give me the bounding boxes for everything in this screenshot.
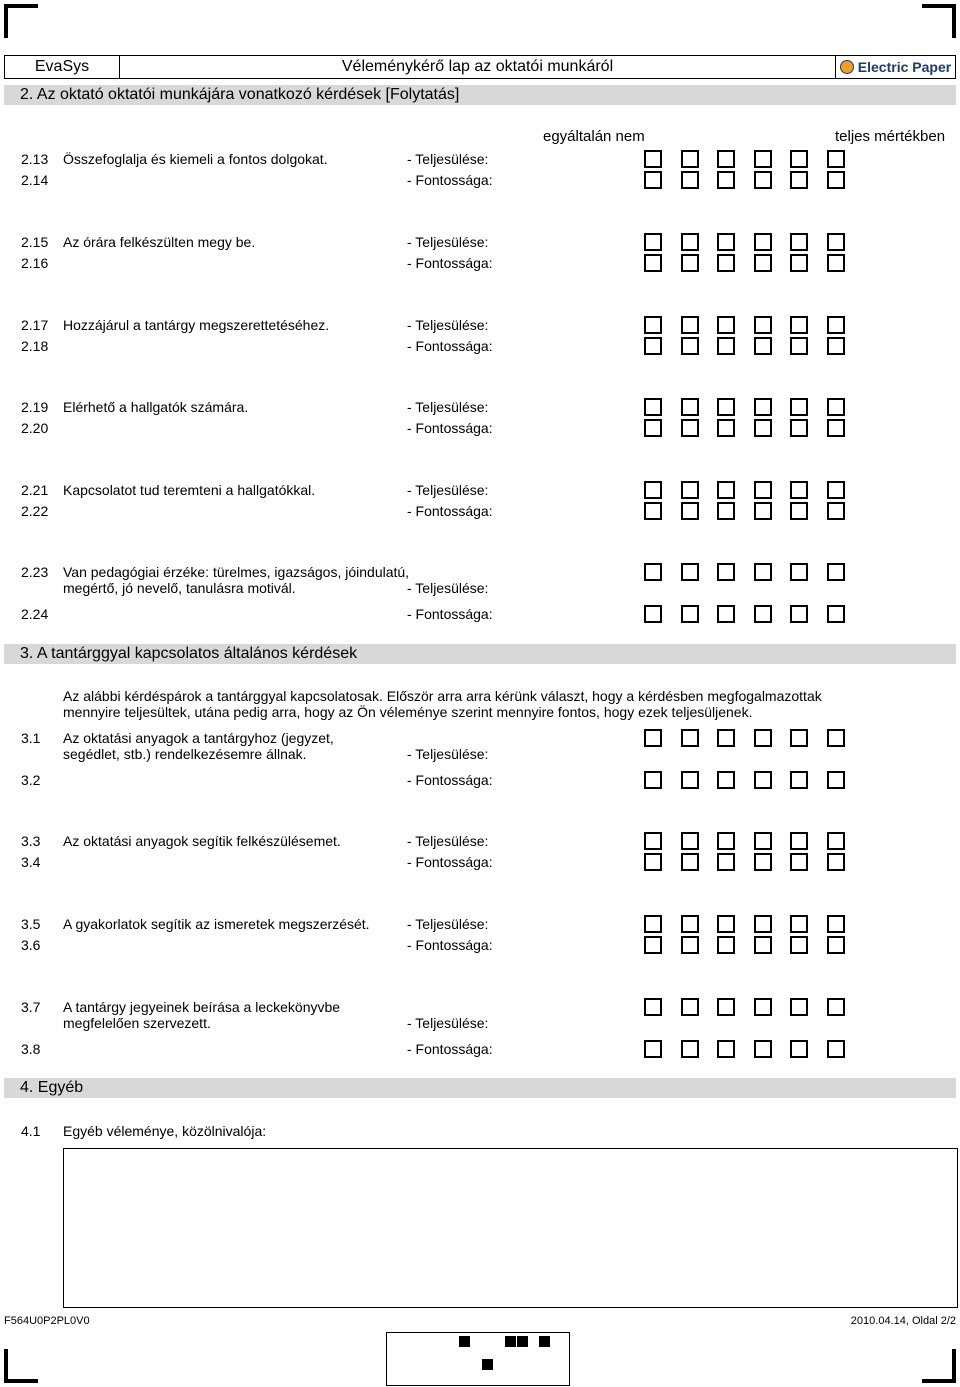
question-number: 2.20 xyxy=(21,420,49,436)
teljesulese-3.5-option-5-checkbox[interactable] xyxy=(790,915,808,933)
teljesulese-3.7-option-4-checkbox[interactable] xyxy=(754,998,772,1016)
fontossaga-3.8-option-4-checkbox[interactable] xyxy=(754,1040,772,1058)
teljesulese-label: - Teljesülése: xyxy=(407,580,489,596)
question-number: 2.16 xyxy=(21,255,49,271)
question-text: A tantárgy jegyeinek beírása a leckekönyvbe xyxy=(63,999,341,1015)
fontossaga-3.2-option-1-checkbox[interactable] xyxy=(644,771,662,789)
fontossaga-3.8-option-1-checkbox[interactable] xyxy=(644,1040,662,1058)
question-number: 2.17 xyxy=(21,317,49,333)
teljesulese-2.23-option-4-checkbox[interactable] xyxy=(754,563,772,581)
question-number: 3.1 xyxy=(21,730,41,746)
fontossaga-2.20-option-2-checkbox[interactable] xyxy=(681,419,699,437)
teljesulese-label: - Teljesülése: xyxy=(407,151,489,167)
fontossaga-3.8-option-5-checkbox[interactable] xyxy=(790,1040,808,1058)
teljesulese-2.13-option-6-checkbox[interactable] xyxy=(827,150,845,168)
question-number: 4.1 xyxy=(21,1123,41,1139)
teljesulese-2.21-option-6-checkbox[interactable] xyxy=(827,481,845,499)
scale-high-label: teljes mértékben xyxy=(835,128,946,145)
teljesulese-3.3-option-5-checkbox[interactable] xyxy=(790,832,808,850)
fontossaga-label: - Fontossága: xyxy=(407,172,493,188)
fontossaga-2.24-option-3-checkbox[interactable] xyxy=(717,605,735,623)
teljesulese-3.1-option-5-checkbox[interactable] xyxy=(790,729,808,747)
teljesulese-2.13-option-5-checkbox[interactable] xyxy=(790,150,808,168)
teljesulese-3.5-option-1-checkbox[interactable] xyxy=(644,915,662,933)
fontossaga-3.6-option-2-checkbox[interactable] xyxy=(681,936,699,954)
fontossaga-2.22-option-2-checkbox[interactable] xyxy=(681,502,699,520)
teljesulese-3.1-option-1-checkbox[interactable] xyxy=(644,729,662,747)
teljesulese-2.13-option-1-checkbox[interactable] xyxy=(644,150,662,168)
header-brand xyxy=(836,55,956,79)
fontossaga-2.24-option-1-checkbox[interactable] xyxy=(644,605,662,623)
teljesulese-label: - Teljesülése: xyxy=(407,746,489,762)
fontossaga-2.22-option-4-checkbox[interactable] xyxy=(754,502,772,520)
teljesulese-2.19-option-1-checkbox[interactable] xyxy=(644,398,662,416)
question-text: Egyéb véleménye, közölnivalója: xyxy=(63,1123,267,1139)
teljesulese-3.5-option-4-checkbox[interactable] xyxy=(754,915,772,933)
question-text-line-2: segédlet, stb.) rendelkezésemre állnak. xyxy=(63,746,307,762)
teljesulese-2.23-option-3-checkbox[interactable] xyxy=(717,563,735,581)
fontossaga-3.6-option-3-checkbox[interactable] xyxy=(717,936,735,954)
fontossaga-2.16-option-2-checkbox[interactable] xyxy=(681,254,699,272)
fontossaga-2.18-option-4-checkbox[interactable] xyxy=(754,337,772,355)
question-text: Az oktatási anyagok segítik felkészülésemet. xyxy=(63,833,341,849)
section-2-title: 2. Az oktató oktatói munkájára vonatkozó kérdések [Folytatás] xyxy=(4,85,956,105)
fontossaga-2.14-option-3-checkbox[interactable] xyxy=(717,171,735,189)
teljesulese-2.13-option-3-checkbox[interactable] xyxy=(717,150,735,168)
teljesulese-2.13-option-2-checkbox[interactable] xyxy=(681,150,699,168)
teljesulese-label: - Teljesülése: xyxy=(407,234,489,250)
fontossaga-2.16-option-5-checkbox[interactable] xyxy=(790,254,808,272)
teljesulese-3.3-option-2-checkbox[interactable] xyxy=(681,832,699,850)
fontossaga-2.24-option-4-checkbox[interactable] xyxy=(754,605,772,623)
question-number: 2.15 xyxy=(21,234,49,250)
teljesulese-2.19-option-6-checkbox[interactable] xyxy=(827,398,845,416)
fontossaga-2.18-option-5-checkbox[interactable] xyxy=(790,337,808,355)
teljesulese-3.1-option-2-checkbox[interactable] xyxy=(681,729,699,747)
fontossaga-2.22-option-6-checkbox[interactable] xyxy=(827,502,845,520)
fontossaga-3.4-option-5-checkbox[interactable] xyxy=(790,853,808,871)
section-3-title: 3. A tantárggyal kapcsolatos általános kérdések xyxy=(4,644,956,664)
teljesulese-3.5-option-3-checkbox[interactable] xyxy=(717,915,735,933)
question-number: 3.6 xyxy=(21,937,41,953)
question-text: Összefoglalja és kiemeli a fontos dolgokat. xyxy=(63,151,328,167)
teljesulese-3.1-option-6-checkbox[interactable] xyxy=(827,729,845,747)
teljesulese-label: - Teljesülése: xyxy=(407,1015,489,1031)
teljesulese-2.15-option-4-checkbox[interactable] xyxy=(754,233,772,251)
question-number: 2.19 xyxy=(21,399,49,415)
question-number: 2.24 xyxy=(21,606,49,622)
fontossaga-2.14-option-6-checkbox[interactable] xyxy=(827,171,845,189)
fontossaga-2.14-option-4-checkbox[interactable] xyxy=(754,171,772,189)
footer-date-page: 2010.04.14, Oldal 2/2 xyxy=(850,1315,956,1327)
fontossaga-2.22-option-1-checkbox[interactable] xyxy=(644,502,662,520)
teljesulese-2.17-option-4-checkbox[interactable] xyxy=(754,316,772,334)
footer-form-code: F564U0P2PL0V0 xyxy=(4,1315,90,1327)
fontossaga-2.18-option-3-checkbox[interactable] xyxy=(717,337,735,355)
fontossaga-3.4-option-4-checkbox[interactable] xyxy=(754,853,772,871)
fontossaga-3.8-option-6-checkbox[interactable] xyxy=(827,1040,845,1058)
question-text: Az órára felkészülten megy be. xyxy=(63,234,256,250)
question-text: Elérhető a hallgatók számára. xyxy=(63,399,249,415)
electric-paper-logo-icon xyxy=(840,60,854,74)
teljesulese-3.7-option-1-checkbox[interactable] xyxy=(644,998,662,1016)
question-text-line-2: megértő, jó nevelő, tanulásra motivál. xyxy=(63,580,296,596)
teljesulese-2.21-option-5-checkbox[interactable] xyxy=(790,481,808,499)
teljesulese-2.17-option-2-checkbox[interactable] xyxy=(681,316,699,334)
fontossaga-2.18-option-2-checkbox[interactable] xyxy=(681,337,699,355)
teljesulese-3.7-option-3-checkbox[interactable] xyxy=(717,998,735,1016)
fontossaga-2.20-option-5-checkbox[interactable] xyxy=(790,419,808,437)
teljesulese-2.23-option-2-checkbox[interactable] xyxy=(681,563,699,581)
corner-mark-bottom-left xyxy=(4,1349,38,1383)
teljesulese-2.17-option-1-checkbox[interactable] xyxy=(644,316,662,334)
fontossaga-label: - Fontossága: xyxy=(407,1041,493,1057)
fontossaga-label: - Fontossága: xyxy=(407,420,493,436)
fontossaga-label: - Fontossága: xyxy=(407,772,493,788)
fontossaga-2.20-option-1-checkbox[interactable] xyxy=(644,419,662,437)
fontossaga-3.4-option-6-checkbox[interactable] xyxy=(827,853,845,871)
question-number: 2.18 xyxy=(21,338,49,354)
fontossaga-2.16-option-3-checkbox[interactable] xyxy=(717,254,735,272)
fontossaga-2.24-option-5-checkbox[interactable] xyxy=(790,605,808,623)
teljesulese-2.19-option-5-checkbox[interactable] xyxy=(790,398,808,416)
teljesulese-2.21-option-1-checkbox[interactable] xyxy=(644,481,662,499)
teljesulese-2.23-option-5-checkbox[interactable] xyxy=(790,563,808,581)
question-number: 3.4 xyxy=(21,854,41,870)
fontossaga-3.6-option-6-checkbox[interactable] xyxy=(827,936,845,954)
teljesulese-3.3-option-3-checkbox[interactable] xyxy=(717,832,735,850)
fontossaga-2.16-option-1-checkbox[interactable] xyxy=(644,254,662,272)
teljesulese-2.19-option-4-checkbox[interactable] xyxy=(754,398,772,416)
teljesulese-3.7-option-2-checkbox[interactable] xyxy=(681,998,699,1016)
fontossaga-3.8-option-3-checkbox[interactable] xyxy=(717,1040,735,1058)
fontossaga-3.6-option-1-checkbox[interactable] xyxy=(644,936,662,954)
fontossaga-2.14-option-2-checkbox[interactable] xyxy=(681,171,699,189)
scan-code-box xyxy=(386,1332,570,1386)
teljesulese-label: - Teljesülése: xyxy=(407,833,489,849)
question-text: Van pedagógiai érzéke: türelmes, igazságos, jóindulatú, xyxy=(63,564,410,580)
question-number: 2.21 xyxy=(21,482,49,498)
fontossaga-3.2-option-2-checkbox[interactable] xyxy=(681,771,699,789)
teljesulese-2.23-option-6-checkbox[interactable] xyxy=(827,563,845,581)
fontossaga-2.20-option-3-checkbox[interactable] xyxy=(717,419,735,437)
question-number: 3.8 xyxy=(21,1041,41,1057)
teljesulese-2.23-option-1-checkbox[interactable] xyxy=(644,563,662,581)
fontossaga-3.2-option-5-checkbox[interactable] xyxy=(790,771,808,789)
comment-textarea[interactable] xyxy=(63,1148,958,1308)
teljesulese-2.19-option-2-checkbox[interactable] xyxy=(681,398,699,416)
fontossaga-3.2-option-6-checkbox[interactable] xyxy=(827,771,845,789)
scale-low-label: egyáltalán nem xyxy=(543,128,645,145)
teljesulese-3.5-option-2-checkbox[interactable] xyxy=(681,915,699,933)
question-text: A gyakorlatok segítik az ismeretek megszerzését. xyxy=(63,916,370,932)
fontossaga-2.18-option-6-checkbox[interactable] xyxy=(827,337,845,355)
fontossaga-label: - Fontossága: xyxy=(407,255,493,271)
teljesulese-label: - Teljesülése: xyxy=(407,482,489,498)
teljesulese-3.7-option-6-checkbox[interactable] xyxy=(827,998,845,1016)
header-app-name: EvaSys xyxy=(4,55,120,79)
section-4-title: 4. Egyéb xyxy=(4,1078,956,1098)
teljesulese-2.15-option-2-checkbox[interactable] xyxy=(681,233,699,251)
fontossaga-label: - Fontossága: xyxy=(407,503,493,519)
question-number: 3.3 xyxy=(21,833,41,849)
corner-mark-top-left xyxy=(4,4,38,38)
fontossaga-2.20-option-6-checkbox[interactable] xyxy=(827,419,845,437)
question-number: 3.7 xyxy=(21,999,41,1015)
header-title: Véleménykérő lap az oktatói munkáról xyxy=(120,55,836,79)
section-3-intro-line-1: Az alábbi kérdéspárok a tantárggyal kapcsolatosak. Először arra arra kérünk választ, hogy a kérdésben megfogalmazottak xyxy=(63,688,822,704)
fontossaga-label: - Fontossága: xyxy=(407,606,493,622)
fontossaga-2.20-option-4-checkbox[interactable] xyxy=(754,419,772,437)
teljesulese-2.15-option-1-checkbox[interactable] xyxy=(644,233,662,251)
teljesulese-label: - Teljesülése: xyxy=(407,916,489,932)
teljesulese-2.21-option-4-checkbox[interactable] xyxy=(754,481,772,499)
fontossaga-2.16-option-6-checkbox[interactable] xyxy=(827,254,845,272)
teljesulese-2.17-option-6-checkbox[interactable] xyxy=(827,316,845,334)
question-number: 2.13 xyxy=(21,151,49,167)
question-text: Hozzájárul a tantárgy megszerettetéséhez. xyxy=(63,317,330,333)
teljesulese-2.21-option-3-checkbox[interactable] xyxy=(717,481,735,499)
fontossaga-3.6-option-5-checkbox[interactable] xyxy=(790,936,808,954)
teljesulese-3.3-option-4-checkbox[interactable] xyxy=(754,832,772,850)
question-number: 2.14 xyxy=(21,172,49,188)
teljesulese-3.7-option-5-checkbox[interactable] xyxy=(790,998,808,1016)
fontossaga-3.8-option-2-checkbox[interactable] xyxy=(681,1040,699,1058)
question-text: Kapcsolatot tud teremteni a hallgatókkal. xyxy=(63,482,316,498)
question-number: 3.2 xyxy=(21,772,41,788)
teljesulese-2.13-option-4-checkbox[interactable] xyxy=(754,150,772,168)
teljesulese-3.3-option-6-checkbox[interactable] xyxy=(827,832,845,850)
fontossaga-2.18-option-1-checkbox[interactable] xyxy=(644,337,662,355)
teljesulese-2.21-option-2-checkbox[interactable] xyxy=(681,481,699,499)
teljesulese-2.15-option-5-checkbox[interactable] xyxy=(790,233,808,251)
fontossaga-3.4-option-1-checkbox[interactable] xyxy=(644,853,662,871)
fontossaga-3.4-option-3-checkbox[interactable] xyxy=(717,853,735,871)
teljesulese-2.17-option-5-checkbox[interactable] xyxy=(790,316,808,334)
fontossaga-2.24-option-6-checkbox[interactable] xyxy=(827,605,845,623)
fontossaga-2.22-option-3-checkbox[interactable] xyxy=(717,502,735,520)
teljesulese-label: - Teljesülése: xyxy=(407,317,489,333)
teljesulese-label: - Teljesülése: xyxy=(407,399,489,415)
fontossaga-3.2-option-3-checkbox[interactable] xyxy=(717,771,735,789)
fontossaga-2.14-option-5-checkbox[interactable] xyxy=(790,171,808,189)
teljesulese-2.15-option-6-checkbox[interactable] xyxy=(827,233,845,251)
fontossaga-2.16-option-4-checkbox[interactable] xyxy=(754,254,772,272)
question-text-line-2: megfelelően szervezett. xyxy=(63,1015,211,1031)
teljesulese-3.1-option-4-checkbox[interactable] xyxy=(754,729,772,747)
fontossaga-3.6-option-4-checkbox[interactable] xyxy=(754,936,772,954)
teljesulese-3.5-option-6-checkbox[interactable] xyxy=(827,915,845,933)
question-text: Az oktatási anyagok a tantárgyhoz (jegyzet, xyxy=(63,730,334,746)
section-3-intro-line-2: mennyire teljesültek, utána pedig arra, hogy az Ön véleménye szerint mennyire fontos, hogy ezek teljesüljenek. xyxy=(63,704,753,720)
teljesulese-3.1-option-3-checkbox[interactable] xyxy=(717,729,735,747)
fontossaga-2.14-option-1-checkbox[interactable] xyxy=(644,171,662,189)
fontossaga-3.4-option-2-checkbox[interactable] xyxy=(681,853,699,871)
fontossaga-label: - Fontossága: xyxy=(407,937,493,953)
question-number: 2.23 xyxy=(21,564,49,580)
question-number: 3.5 xyxy=(21,916,41,932)
brand-name: Electric Paper xyxy=(857,59,952,75)
corner-mark-bottom-right xyxy=(922,1349,956,1383)
teljesulese-2.15-option-3-checkbox[interactable] xyxy=(717,233,735,251)
fontossaga-2.22-option-5-checkbox[interactable] xyxy=(790,502,808,520)
teljesulese-2.17-option-3-checkbox[interactable] xyxy=(717,316,735,334)
fontossaga-2.24-option-2-checkbox[interactable] xyxy=(681,605,699,623)
teljesulese-3.3-option-1-checkbox[interactable] xyxy=(644,832,662,850)
fontossaga-label: - Fontossága: xyxy=(407,854,493,870)
fontossaga-3.2-option-4-checkbox[interactable] xyxy=(754,771,772,789)
teljesulese-2.19-option-3-checkbox[interactable] xyxy=(717,398,735,416)
fontossaga-label: - Fontossága: xyxy=(407,338,493,354)
question-number: 2.22 xyxy=(21,503,49,519)
corner-mark-top-right xyxy=(922,4,956,38)
